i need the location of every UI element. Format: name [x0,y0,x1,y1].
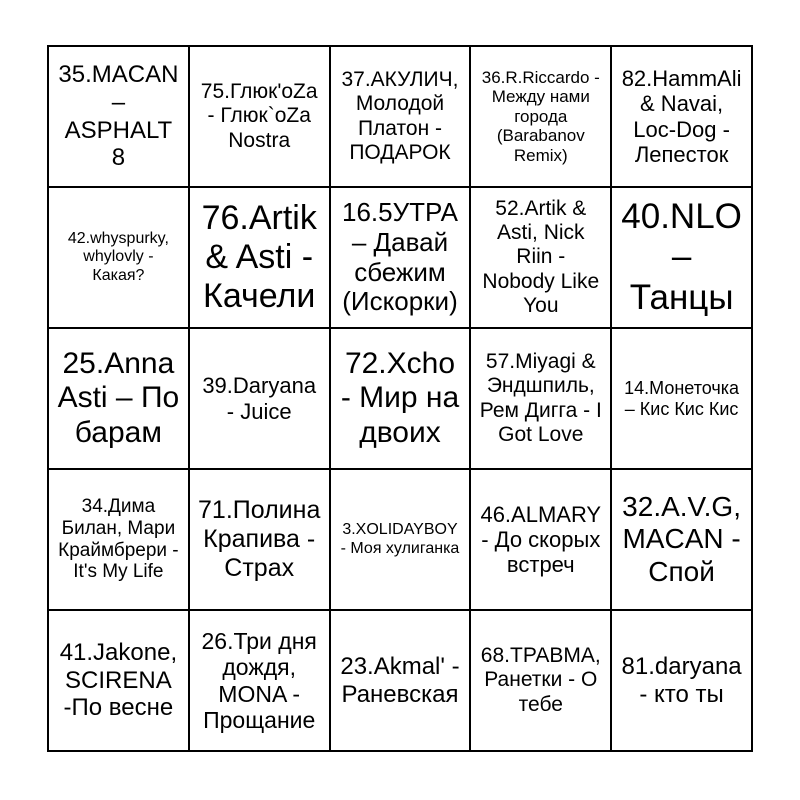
bingo-cell [48,610,189,751]
song-title: 26.Три дня дождя, MONA - Прощание [201,627,317,733]
song-title: 76.Artik & Asti - Качели [201,198,317,316]
bingo-cell [470,610,611,751]
song-title: 57.Miyagi & Эндшпиль, Рем Дигга - I Got Love [479,350,602,446]
song-title: 34.Дима Билан, Мари Краймбрери - It's My Life [58,495,179,583]
bingo-cell [189,610,330,751]
bingo-cell [330,46,471,187]
bingo-card [47,45,753,752]
song-title: 37.АКУЛИЧ, Молодой Платон - ПОДАРОК [341,68,459,164]
song-title: 82.HammAli & Navai, Loc-Dog - Лепесток [621,65,742,167]
song-title: 40.NLO – Танцы [621,197,742,317]
bingo-cell [470,328,611,469]
bingo-cell [48,46,189,187]
bingo-cell [611,328,752,469]
bingo-cell [189,328,330,469]
song-title: 14.Монеточка – Кис Кис Кис [624,377,740,419]
song-title: 16.5УТРА – Давай сбежим (Искорки) [342,196,458,317]
bingo-cell [330,610,471,751]
song-title: 36.R.Riccardo - Между нами города (Barabanov Remix) [481,67,600,165]
song-title: 39.Daryana - Juice [202,373,317,424]
bingo-cell [189,46,330,187]
bingo-cell [330,328,471,469]
song-title: 32.A.V.G, MACAN - Спой [622,491,741,587]
song-title: 42.whyspurky, whylovly - Какая? [67,229,169,284]
bingo-cell [611,187,752,328]
song-title: 23.Akmal' - Раневская [340,652,460,708]
song-title: 81.daryana - кто ты [621,652,742,708]
bingo-cell [611,46,752,187]
song-title: 75.Глюк'oZa - Глюк`oZa Nostra [200,80,318,152]
bingo-grid [47,45,753,752]
song-title: 3.XOLIDAYBOY - Моя хулиганка [340,521,460,557]
song-title: 41.Jakone, SCIRENA -По весне [59,639,178,722]
bingo-cell [470,187,611,328]
song-title: 68.ТРАВМА, Ранетки - О тебе [480,644,601,716]
song-title: 25.Anna Asti – По барам [57,346,180,449]
bingo-cell [470,46,611,187]
song-title: 46.ALMARY - До скорых встреч [480,501,602,578]
bingo-cell [470,469,611,610]
bingo-cell [330,187,471,328]
bingo-cell [611,610,752,751]
bingo-cell [189,187,330,328]
bingo-cell [189,469,330,610]
bingo-cell [330,469,471,610]
bingo-cell [611,469,752,610]
bingo-cell [48,328,189,469]
song-title: 71.Полина Крапива - Страх [198,496,321,582]
song-title: 35.MACAN – ASPHALT 8 [58,61,179,172]
song-title: 52.Artik & Asti, Nick Riin - Nobody Like You [482,197,600,317]
bingo-cell [48,469,189,610]
bingo-cell [48,187,189,328]
song-title: 72.Xcho - Мир на двоих [340,346,460,449]
